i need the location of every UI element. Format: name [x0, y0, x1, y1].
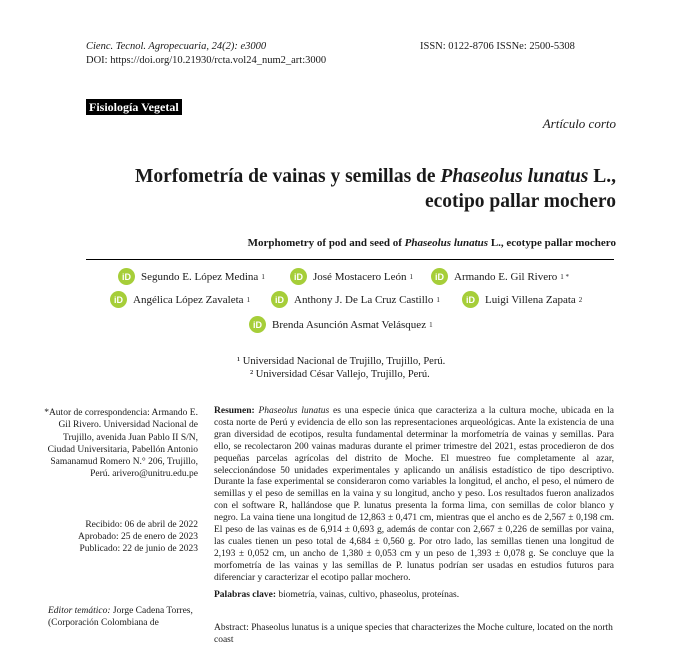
correspondence-note: *Autor de correspondencia: Armando E. Gil Rivero. Universidad Nacional de Trujillo, avenida Juan Pablo II S/N, Ciudad Universitaria, Pabellón Antonio Samanamud Romero N.° 206, Trujillo, Perú. arivero@unitru.edu.pe — [44, 408, 198, 480]
orcid-icon[interactable]: iD — [462, 291, 479, 308]
orcid-icon[interactable]: iD — [249, 316, 266, 333]
section-tag: Fisiología Vegetal — [86, 99, 182, 115]
orcid-icon[interactable]: iD — [271, 291, 288, 308]
orcid-icon[interactable]: iD — [110, 291, 127, 308]
orcid-icon[interactable]: iD — [118, 268, 135, 285]
published-date: Publicado: 22 de junio de 2023 — [79, 544, 198, 554]
affiliation-2: ² Universidad César Vallejo, Trujillo, Perú. — [250, 369, 430, 380]
english-title: Morphometry of pod and seed of Phaseolus lunatus L., ecotype pallar mochero — [247, 237, 616, 249]
abstract-paragraph: Resumen: Phaseolus lunatus es una especie única que caracteriza a la cultura moche, ubicada en la costa norte de Perú y evidencia de ello son las representaciones arqueológicas. Ante la existencia de una gran diversidad de ecotipos, resulta fundamental determinar la morfometría de vainas y semillas. Para ello, se recolectaron 200 vainas maduras durante el primer trimestre del 2021, estas procedieron de dos pequeñas parcelas agrícolas del distrito de Moche. El muestreo fue completamente al azar, seleccionándose 50 unidades experimentales y aplicando un análisis estadístico de tipo descriptivo. Durante la fase experimental se consideraron como variables la longitud, el ancho, el peso, el número de semillas y el peso de semillas en la vaina y su longitud, ancho y peso. Los resultados fueron analizados con el software R, hallándose que P. lunatus presenta la forma lima, con semillas de color blanco y negro. La vaina tiene una longitud de 12,863 ± 0,471 cm, mientras que el ancho es de 2,567 ± 0,198 cm. El peso de las vainas es de 6,914 ± 0,693 g, además de contar con 2,667 ± 0,226 de semillas por vaina, las cuales tienen un peso total de 4,684 ± 0,560 g. Por otro lado, las semillas tienen una longitud de 2,193 ± 0,052 cm, un ancho de 1,380 ± 0,053 cm y un peso de 1,393 ± 0,078 g. Se concluye que la morfometría de las vainas y las semillas de P. lunatus podrían ser usadas en estudios futuros para diferenciar y caracterizar el ecotipo pallar mochero. — [214, 406, 615, 583]
article-type: Artículo corto — [542, 116, 616, 131]
author-7[interactable]: iD Brenda Asunción Asmat Velásquez 1 — [249, 316, 433, 333]
english-abstract-start: Abstract: Phaseolus lunatus is a unique species that characterizes the Moche culture, located on the north coast — [214, 623, 613, 645]
journal-citation: Cienc. Tecnol. Agropecuaria, 24(2): e3000 — [86, 41, 267, 52]
editor-note: Editor temático: Jorge Cadena Torres, (Corporación Colombiana de — [48, 606, 193, 629]
affiliation-1: ¹ Universidad Nacional de Trujillo, Trujillo, Perú. — [237, 356, 446, 367]
author-2[interactable]: iD José Mostacero León 1 — [290, 268, 413, 285]
title-divider — [86, 259, 614, 260]
orcid-icon[interactable]: iD — [431, 268, 448, 285]
author-6[interactable]: iD Luigi Villena Zapata 2 — [462, 291, 582, 308]
author-3[interactable]: iD Armando E. Gil Rivero 1 * — [431, 268, 569, 285]
author-1[interactable]: iD Segundo E. López Medina 1 — [118, 268, 265, 285]
doi-link[interactable]: DOI: https://doi.org/10.21930/rcta.vol24_num2_art:3000 — [86, 55, 327, 66]
keywords: Palabras clave: biometría, vainas, cultivo, phaseolus, proteínas. — [214, 590, 460, 600]
orcid-icon[interactable]: iD — [290, 268, 307, 285]
author-4[interactable]: iD Angélica López Zavaleta 1 — [110, 291, 250, 308]
approved-date: Aprobado: 25 de enero de 2023 — [77, 532, 198, 542]
article-title: Morfometría de vainas y semillas de Phaseolus lunatus L., ecotipo pallar mochero — [134, 166, 616, 212]
author-5[interactable]: iD Anthony J. De La Cruz Castillo 1 — [271, 291, 440, 308]
received-date: Recibido: 06 de abril de 2022 — [85, 520, 198, 530]
issn-info: ISSN: 0122-8706 ISSNe: 2500-5308 — [420, 41, 575, 52]
